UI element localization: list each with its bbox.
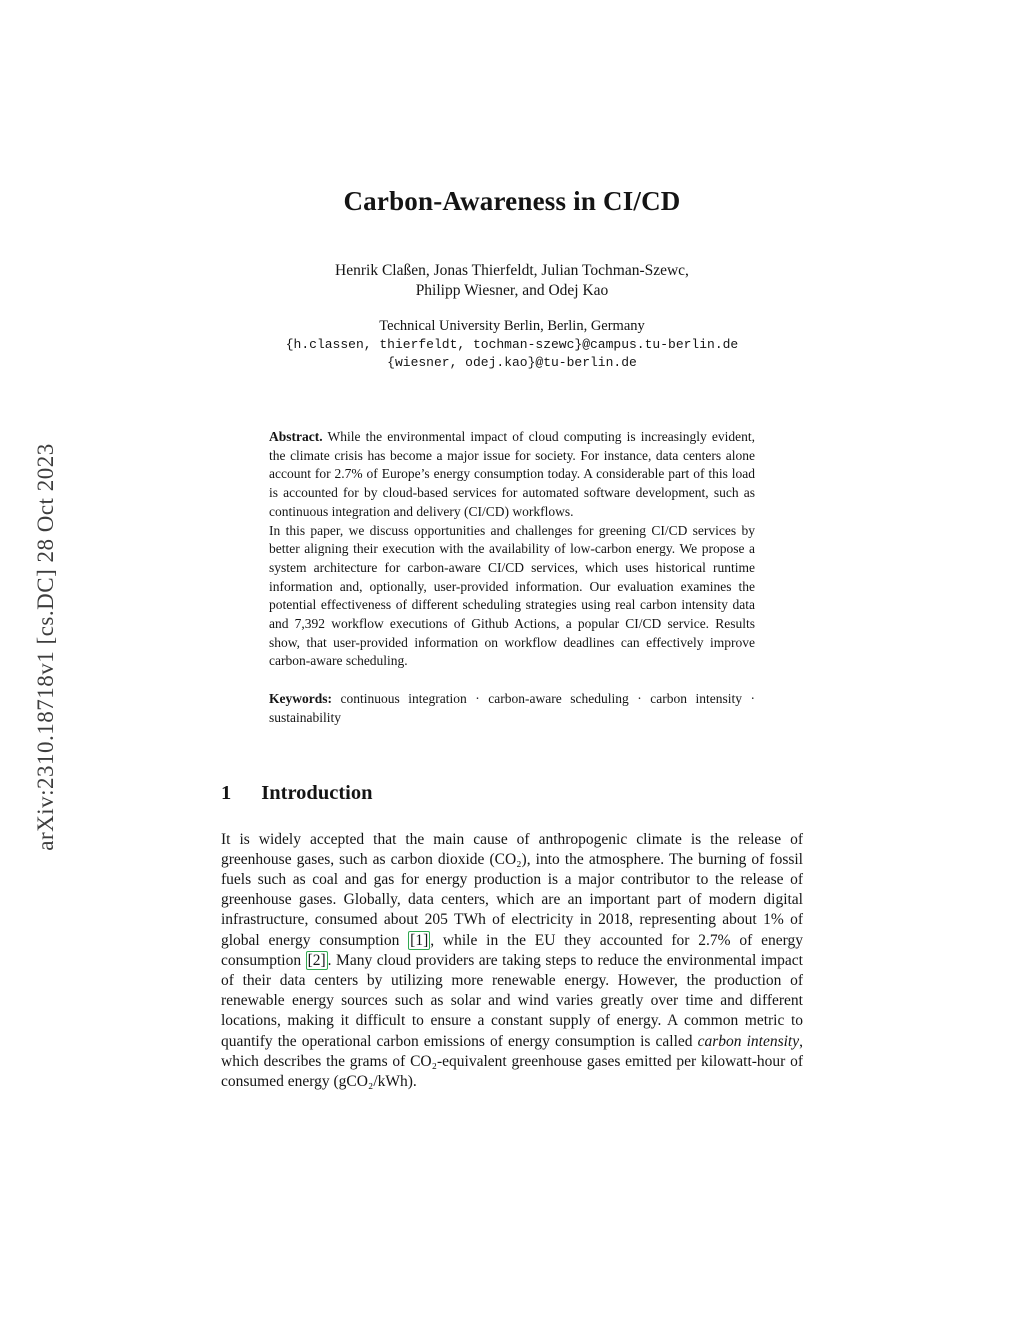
- author-line-2: Philipp Wiesner, and Odej Kao: [415, 282, 609, 299]
- section-title: Introduction: [261, 781, 373, 804]
- intro-text-2: , while in the EU they accounted for 2.7% of energy consumption: [221, 931, 803, 969]
- intro-text-4: , which describes the grams of CO₂-equivalent greenhouse gases emitted per kilowatt-hour of consumed energy (gCO₂/kWh).: [221, 1032, 803, 1090]
- abstract-section: [269, 428, 755, 671]
- email-line-2: {wiesner, odej.kao}@tu-berlin.de: [387, 355, 637, 370]
- citation-link-1[interactable]: [1]: [410, 931, 429, 949]
- intro-paragraph: [221, 830, 803, 1093]
- abstract-label: Abstract.: [269, 429, 323, 444]
- affiliation-block: [221, 317, 803, 372]
- abstract-paragraph-2: In this paper, we discuss opportunities and challenges for greening CI/CD services by better aligning their execution with the availability of low-carbon energy. We propose a system architecture for carbon-aware CI/CD services, which uses historical runtime information and, optionally, user-provided information. Our evaluation examines the potential effectiveness of different scheduling strategies using real carbon intensity data and 7,392 workflow executions of Github Actions, a popular CI/CD service. Results show, that user-provided information on workflow deadlines can effectively improve carbon-aware scheduling.: [269, 522, 755, 669]
- abstract-paragraph-1: [269, 428, 755, 522]
- arxiv-watermark: arXiv:2310.18718v1 [cs.DC] 28 Oct 2023: [33, 443, 58, 851]
- paper-content-column: [221, 0, 803, 1092]
- section-number: 1: [221, 781, 232, 804]
- author-list: [221, 261, 803, 301]
- intro-text-3: . Many cloud providers are taking steps to reduce the environmental impact of their data centers by utilizing more renewable energy. However, the production of renewable energy sources such as solar and wind varies greatly over time and different locations, making it difficult to ensure a constant supply of energy. A common metric to quantify the operational carbon emissions of energy consumption is called: [221, 951, 803, 1050]
- abstract-text-1: While the environmental impact of cloud computing is increasingly evident, the climate crisis has become a major issue for society. For instance, data centers alone account for 2.7% of Europe’s energy consumption today. A considerable part of this load is accounted for by cloud-based services for automated software development, such as continuous integration and delivery (CI/CD) workflows.: [269, 429, 755, 519]
- keywords-label: Keywords:: [269, 691, 332, 707]
- section-heading-introduction: [221, 782, 803, 805]
- paper-title: Carbon-Awareness in CI/CD: [343, 186, 681, 216]
- keywords-text: continuous integration · carbon-aware scheduling · carbon intensity · sustainability: [269, 691, 755, 725]
- keywords-section: [269, 690, 755, 727]
- intro-text-1: It is widely accepted that the main cause of anthropogenic climate is the release of greenhouse gases, such as carbon dioxide (CO₂), into the atmosphere. The burning of fossil fuels such as coal and gas for energy production is a major contributor to the release of greenhouse gases. Globally, data centers, which are an important part of modern digital infrastructure, consumed about 205 TWh of electricity in 2018, representing about 1% of global energy consumption: [221, 830, 803, 949]
- citation-link-2[interactable]: [2]: [307, 951, 326, 969]
- email-line-1: {h.classen, thierfeldt, tochman-szewc}@campus.tu-berlin.de: [285, 337, 739, 352]
- author-line-1: Henrik Claßen, Jonas Thierfeldt, Julian Tochman-Szewc,: [335, 262, 689, 279]
- institution: Technical University Berlin, Berlin, Germany: [379, 318, 645, 334]
- term-carbon-intensity: carbon intensity: [697, 1032, 800, 1050]
